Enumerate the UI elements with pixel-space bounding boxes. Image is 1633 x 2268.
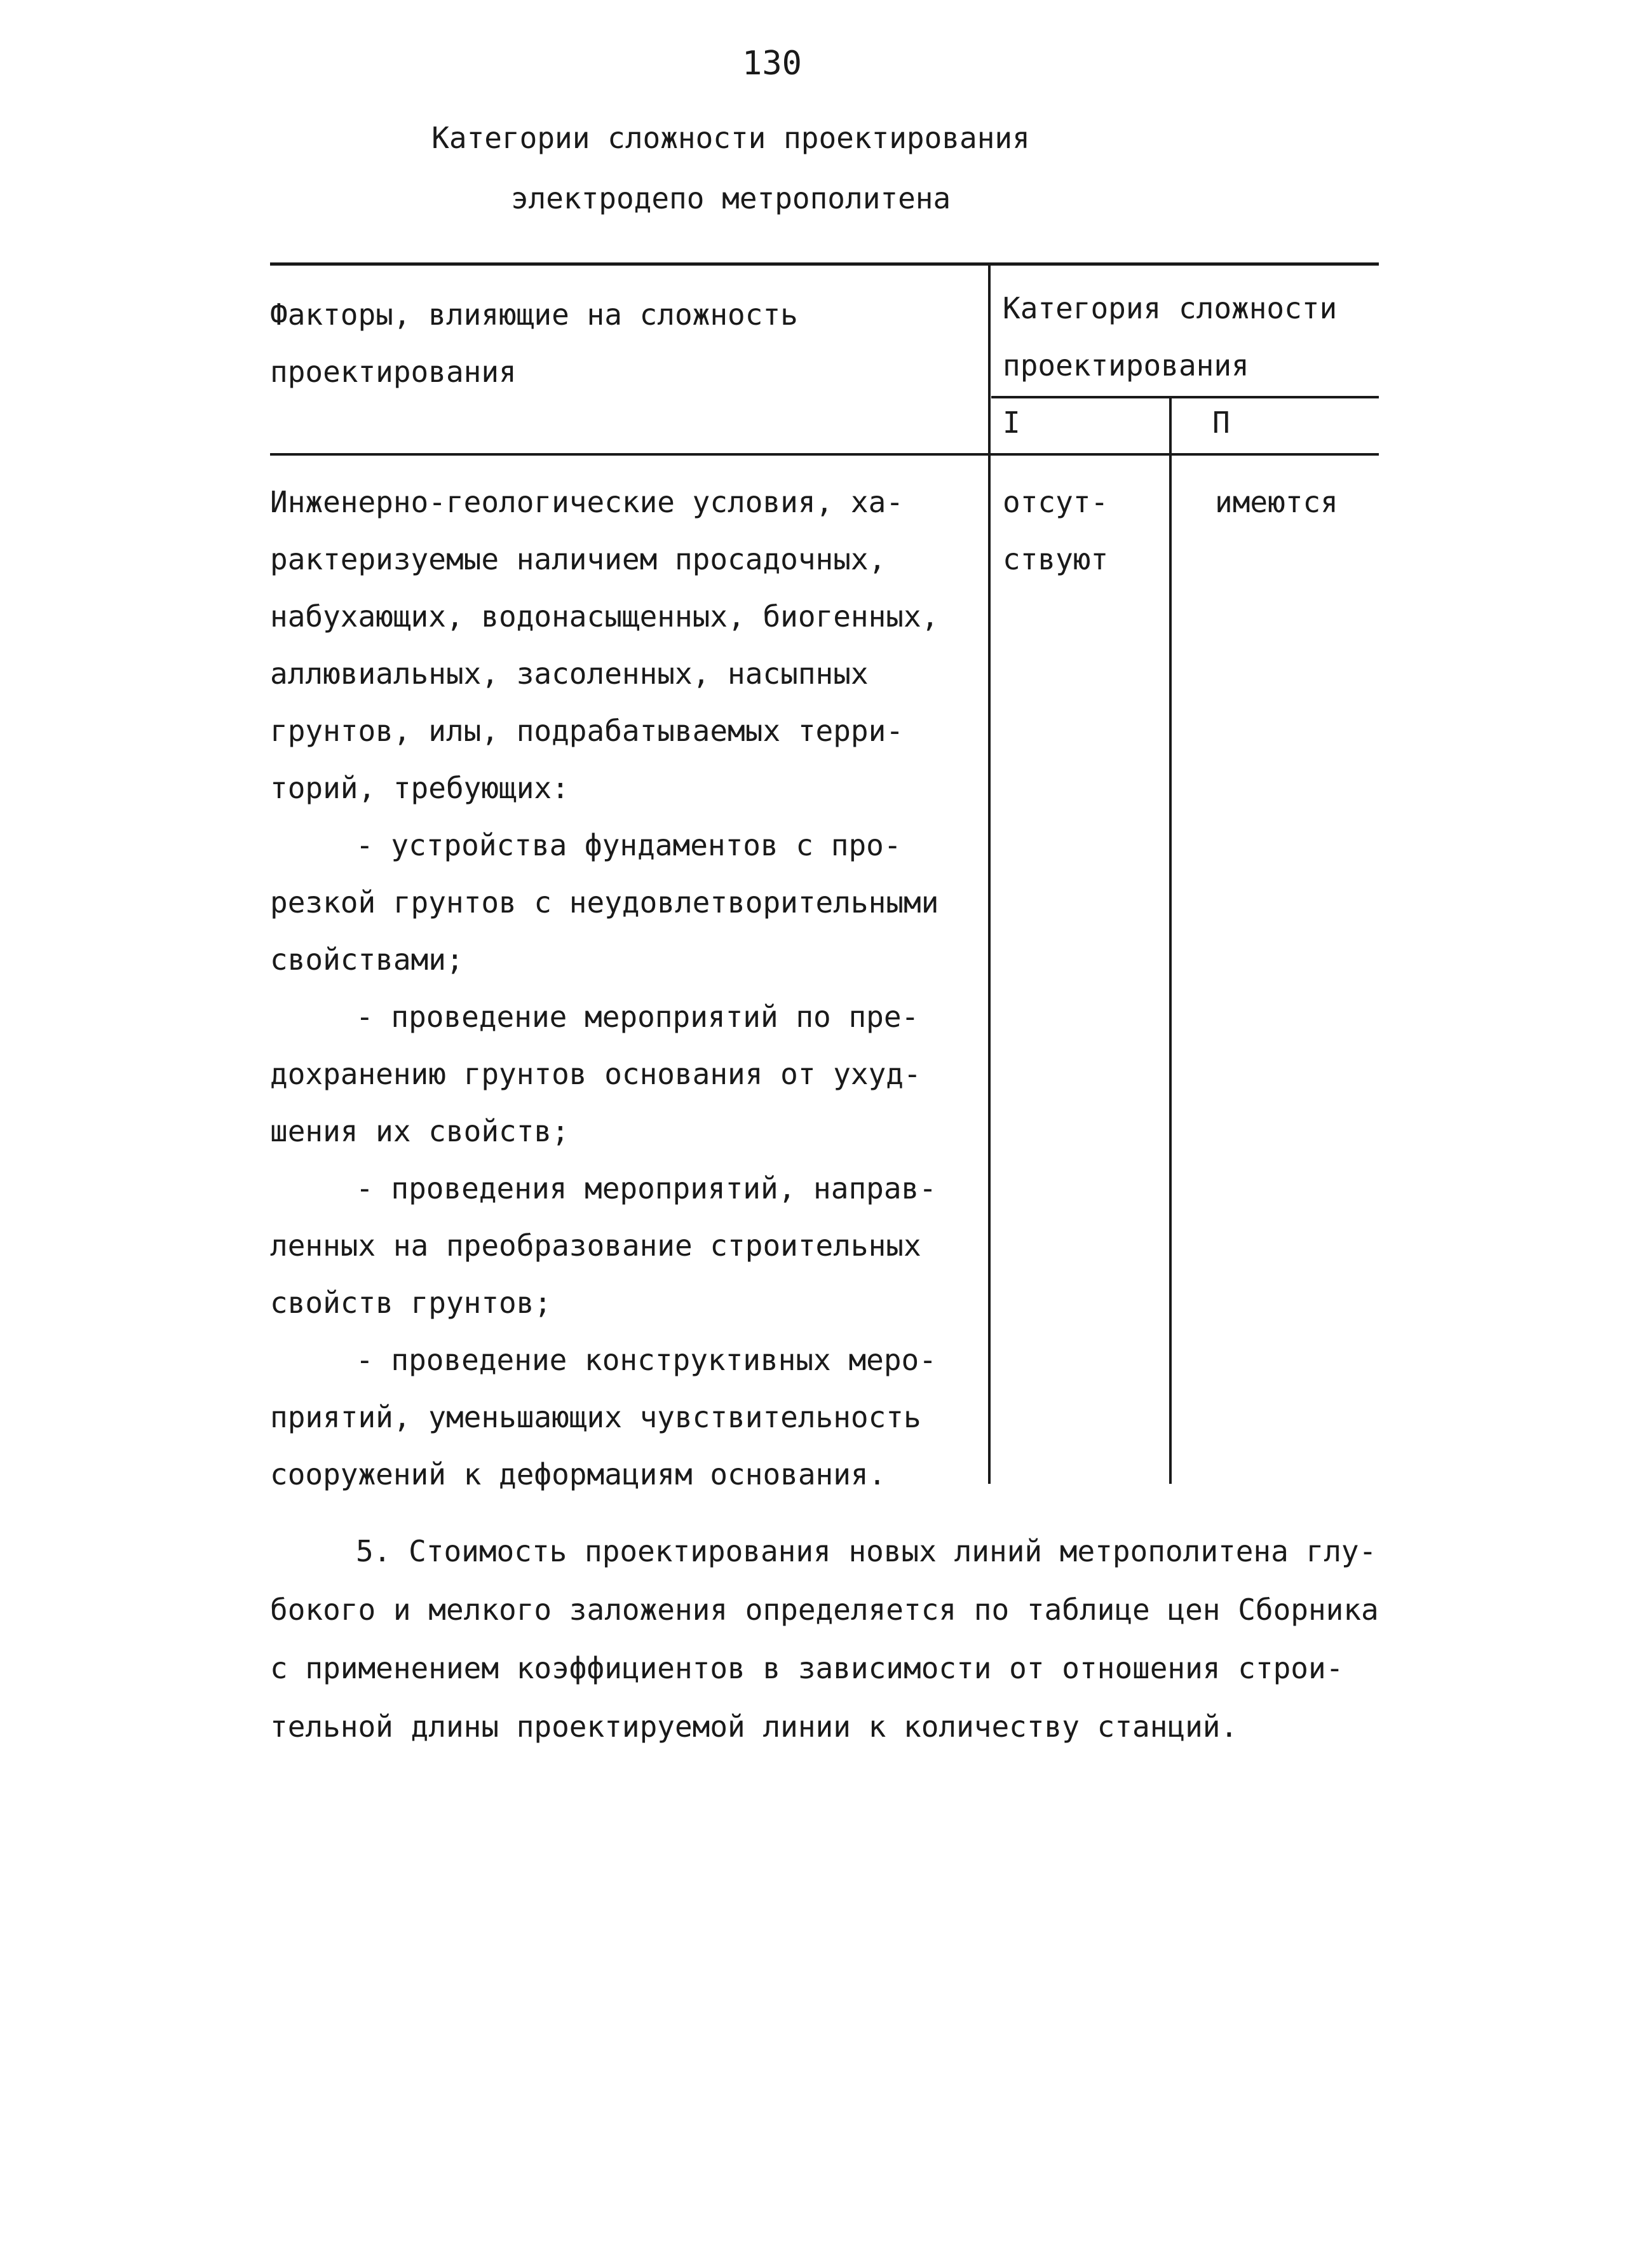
factor-line: торий, требующих: [270, 771, 569, 805]
header-bottom-rule [270, 453, 1379, 456]
factor-line: грунтов, илы, подрабатываемых терри- [270, 714, 904, 748]
paragraph-line: с применением коэффициентов в зависимости от отношения строи- [270, 1651, 1344, 1685]
paragraph-line: 5. Стоимость проектирования новых линий метрополитена глу- [356, 1534, 1377, 1568]
factor-line: - проведения мероприятий, направ- [356, 1171, 937, 1205]
category-subheader-rule [991, 396, 1379, 398]
factor-line: резкой грунтов с неудовлетворительными [270, 885, 939, 920]
category-1-line: ствуют [1003, 542, 1109, 576]
header-category-col-2: П [1212, 405, 1230, 440]
table-title-line-1: Категории сложности проектирования [431, 121, 1030, 155]
factor-line: свойств грунтов; [270, 1286, 552, 1320]
header-category-col-1: I [1003, 405, 1020, 440]
header-factors-line-1: Факторы, влияющие на сложность [270, 297, 798, 332]
header-factors-line-2: проектирования [270, 355, 517, 389]
factor-line: шения их свойств; [270, 1114, 569, 1148]
factor-line: свойствами; [270, 942, 464, 977]
column-divider-main [988, 264, 991, 1484]
header-category-line-1: Категория сложности [1003, 291, 1338, 325]
factor-line: сооружений к деформациям основания. [270, 1457, 886, 1491]
factor-line: дохранению грунтов основания от ухуд- [270, 1057, 921, 1091]
factor-line: Инженерно-геологические условия, ха- [270, 485, 904, 519]
column-divider-categories [1169, 397, 1172, 1484]
factor-line: набухающих, водонасыщенных, биогенных, [270, 599, 939, 634]
category-2-value: имеются [1215, 485, 1338, 519]
paragraph-5 [270, 1522, 1379, 1756]
header-category-line-2: проектирования [1003, 348, 1249, 383]
category-1-value [1003, 473, 1108, 588]
factor-line: приятий, уменьшающих чувствительность [270, 1400, 921, 1434]
factor-line: - проведение мероприятий по пре- [356, 1000, 919, 1034]
factor-line: аллювиальных, засоленных, насыпных [270, 656, 869, 691]
factor-text [270, 473, 938, 1503]
paragraph-line: тельной длины проектируемой линии к количеству станций. [270, 1709, 1238, 1744]
category-1-line: отсут- [1003, 485, 1109, 519]
page-number: 130 [742, 44, 802, 83]
factor-line: - проведение конструктивных меро- [356, 1343, 937, 1377]
paragraph-line: бокого и мелкого заложения определяется по таблице цен Сборника [270, 1592, 1379, 1627]
table-title-line-2: электродепо метрополитена [510, 181, 951, 215]
factor-line: рактеризуемые наличием просадочных, [270, 542, 886, 576]
factor-line: ленных на преобразование строительных [270, 1228, 921, 1263]
table-top-rule [270, 262, 1379, 266]
factor-line: - устройства фундаментов с про- [356, 828, 902, 862]
